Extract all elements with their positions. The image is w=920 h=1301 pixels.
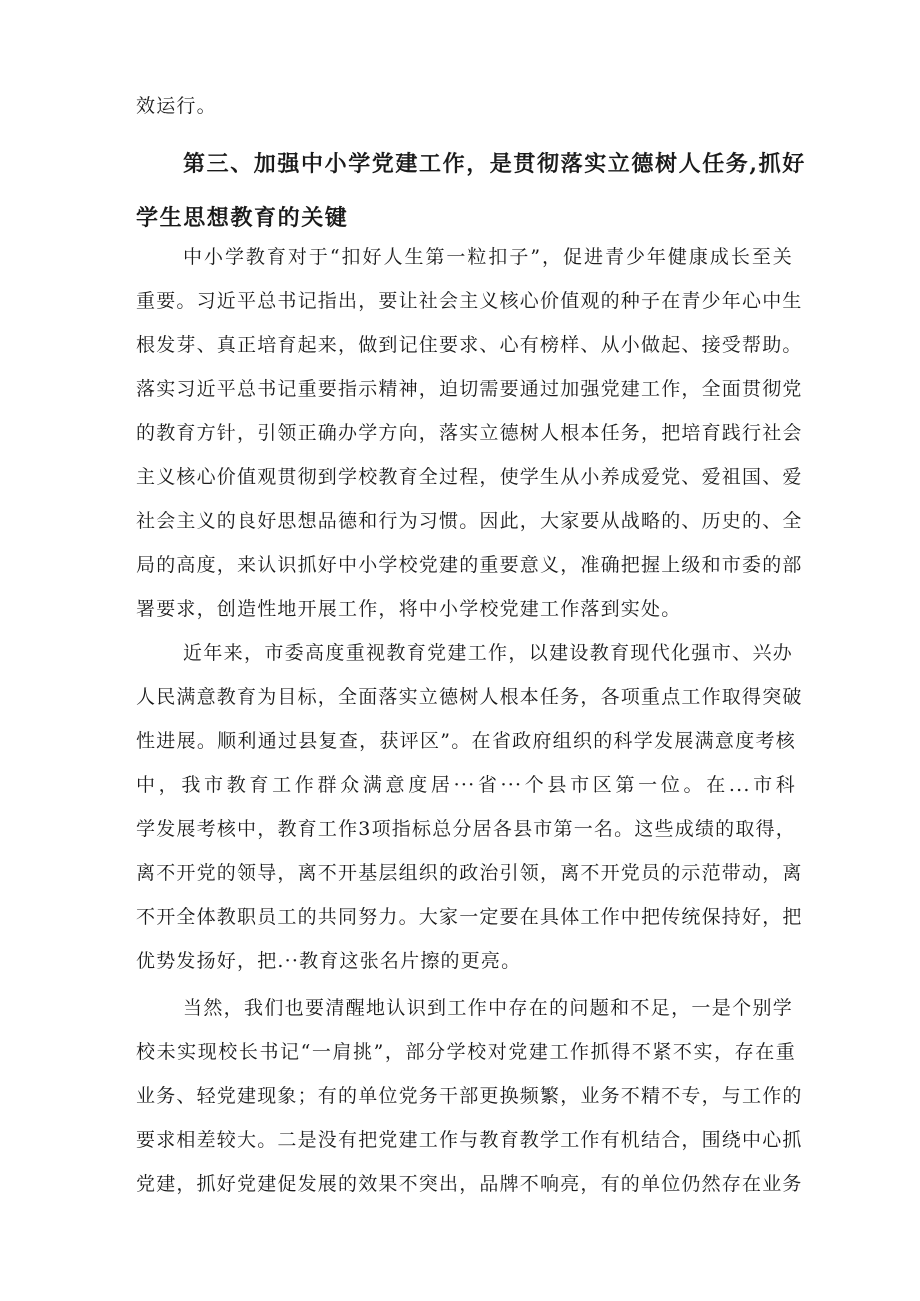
paragraph-2-line: 性进展。顺利通过县复查，获评区”。在省政府组织的科学发展满意度考核 (136, 730, 796, 752)
paragraph-1-line: 主义核心价值观贯彻到学校教育全过程，使学生从小养成爱党、爱祖国、爱 (136, 466, 803, 488)
paragraph-2-line: 近年来，市委高度重视教育党建工作，以建设教育现代化强市、兴办 (183, 642, 793, 664)
paragraph-1-line: 署要求，创造性地开展工作，将中小学校党建工作落到实处。 (136, 598, 682, 620)
paragraph-1-line: 根发芽、真正培育起来，做到记住要求、心有榜样、从小做起、接受帮助。 (136, 334, 803, 356)
paragraph-1-line: 落实习近平总书记重要指示精神，迫切需要通过加强党建工作，全面贯彻党 (136, 378, 803, 400)
section-heading-line-2: 学生思想教育的关键 (136, 205, 349, 231)
paragraph-2-line: 人民满意教育为目标，全面落实立德树人根本任务，各项重点工作取得突破 (136, 686, 803, 708)
paragraph-2-line: 中，我市教育工作群众满意度居···省···个县市区第一位。在...市科 (136, 774, 796, 796)
paragraph-1-line: 的教育方针，引领正确办学方向，落实立德树人根本任务，把培育践行社会 (136, 422, 803, 444)
section-heading-line-1: 第三、加强中小学党建工作，是贯彻落实立德树人任务,抓好 (183, 151, 806, 177)
paragraph-1-line: 中小学教育对于“扣好人生第一粒扣子”，促进青少年健康成长至关 (183, 246, 793, 268)
text-fragment: 效运行。 (136, 95, 217, 117)
paragraph-2-line: 学发展考核中，教育工作3项指标总分居各县市第一名。这些成绩的取得， (136, 818, 796, 840)
paragraph-2-line: 不开全体教职员工的共同努力。大家一定要在具体工作中把传统保持好，把 (136, 906, 803, 928)
paragraph-1-line: 重要。习近平总书记指出，要让社会主义核心价值观的种子在青少年心中生 (136, 290, 803, 312)
paragraph-3-line: 要求相差较大。二是没有把党建工作与教育教学工作有机结合，围绕中心抓 (136, 1129, 803, 1151)
paragraph-3-line: 校未实现校长书记“一肩挑”，部分学校对党建工作抓得不紧不实，存在重 (136, 1041, 796, 1063)
paragraph-3-line: 业务、轻党建现象；有的单位党务干部更换频繁，业务不精不专，与工作的 (136, 1085, 803, 1107)
paragraph-1-line: 社会主义的良好思想品德和行为习惯。因此，大家要从战略的、历史的、全 (136, 510, 803, 532)
paragraph-3-line: 党建，抓好党建促发展的效果不突出，品牌不响亮，有的单位仍然存在业务 (136, 1173, 803, 1195)
paragraph-3-line: 当然，我们也要清醒地认识到工作中存在的问题和不足，一是个别学 (183, 997, 793, 1019)
paragraph-2-line: 优势发扬好，把.··教育这张名片擦的更亮。 (136, 950, 522, 972)
paragraph-2-line: 离不开党的领导，离不开基层组织的政治引领，离不开党员的示范带动，离 (136, 862, 803, 884)
paragraph-1-line: 局的高度，来认识抓好中小学校党建的重要意义，准确把握上级和市委的部 (136, 554, 803, 576)
